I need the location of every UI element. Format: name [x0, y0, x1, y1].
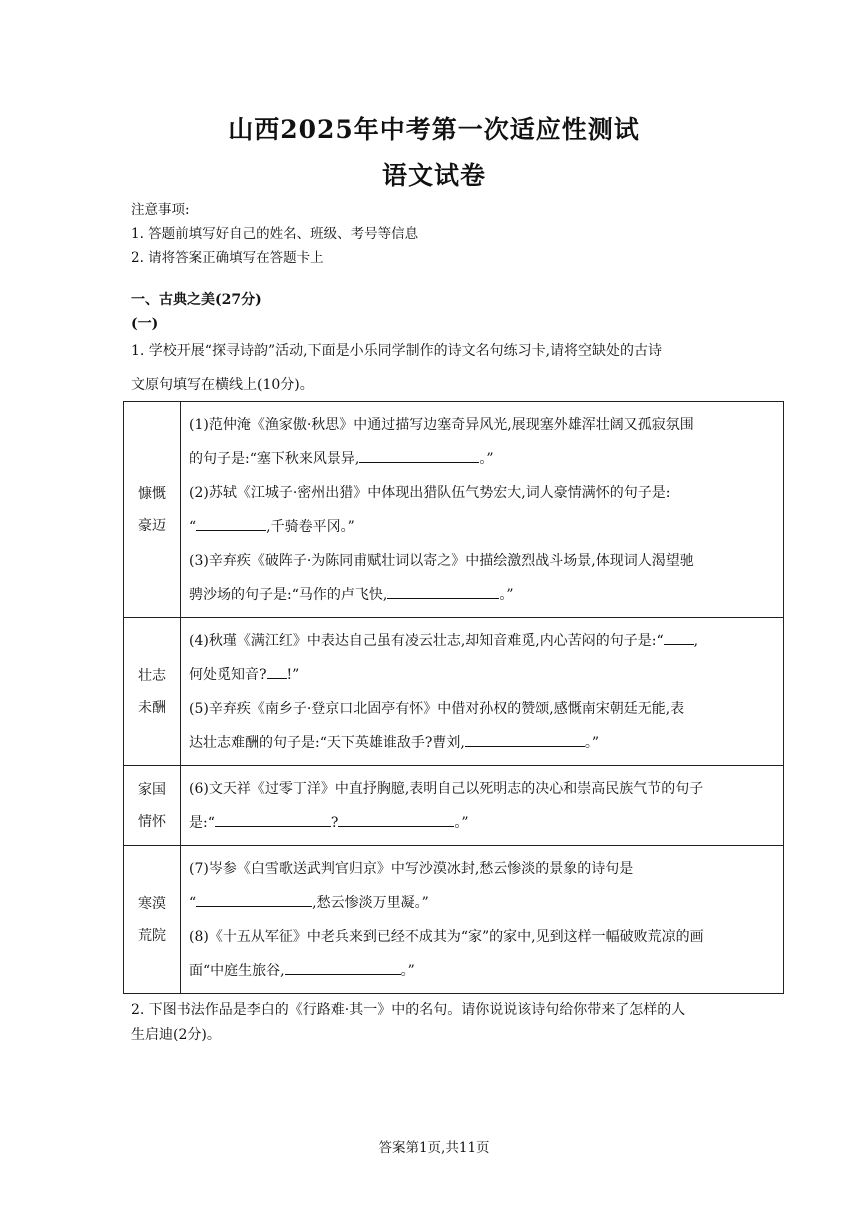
category-label: 未酬 — [138, 699, 166, 716]
question-1-line-1: 1. 学校开展“探寻诗韵”活动,下面是小乐同学制作的诗文名句练习卡,请将空缺处的古诗 — [131, 343, 663, 359]
item-1 — [189, 408, 777, 476]
item-text: 。” — [454, 814, 469, 831]
answer-blank[interactable] — [664, 630, 694, 645]
category-label: 寒漠 — [138, 895, 166, 912]
item-text: (1)范仲淹《渔家傲·秋思》中通过描写边塞奇异风光,展现塞外雄浑壮阔又孤寂氛围 — [189, 416, 694, 433]
item-text: 面“中庭生旅谷, — [189, 962, 285, 979]
item-text: (8)《十五从军征》中老兵来到已经不成其为“家”的家中,见到这样一幅破败荒凉的画 — [189, 928, 704, 945]
item-7 — [189, 852, 777, 920]
item-5 — [189, 692, 777, 760]
item-text: 。” — [499, 586, 514, 603]
item-8 — [189, 920, 777, 988]
item-text: 的句子是:“塞下秋来风景异, — [189, 450, 360, 467]
item-text: 是:“ — [189, 814, 215, 831]
category-label: 慷慨 — [138, 485, 166, 502]
item-text: ,千骑卷平冈。” — [266, 518, 355, 535]
item-text: 。” — [400, 962, 415, 979]
item-text: , — [693, 632, 699, 649]
item-text: !” — [286, 666, 300, 683]
category-label: 壮志 — [138, 667, 166, 684]
table-row — [124, 618, 784, 766]
answer-blank[interactable] — [267, 664, 287, 679]
answer-blank[interactable] — [285, 960, 401, 975]
category-cell — [124, 846, 181, 994]
page-footer: 答案第1页,共11页 — [378, 1140, 490, 1156]
poem-practice-table — [123, 401, 784, 994]
item-text: (6)文天祥《过零丁洋》中直抒胸臆,表明自己以死明志的决心和崇高民族气节的句子 — [189, 780, 704, 797]
answer-blank[interactable] — [465, 732, 585, 747]
page-title: 山西2025年中考第一次适应性测试 — [228, 115, 640, 144]
items-cell — [181, 618, 784, 766]
answer-blank[interactable] — [338, 812, 454, 827]
item-text: (4)秋瑾《满江红》中表达自己虽有凌云壮志,却知音难觅,内心苦闷的句子是:“ — [189, 632, 664, 649]
category-cell — [124, 402, 181, 618]
category-cell — [124, 618, 181, 766]
item-text: (5)辛弃疾《南乡子·登京口北固亭有怀》中借对孙权的赞颂,感慨南宋朝廷无能,表 — [189, 700, 685, 717]
item-6 — [189, 772, 777, 840]
page-subtitle: 语文试卷 — [381, 161, 486, 190]
category-label: 情怀 — [138, 813, 166, 830]
notes-item-1: 1. 答题前填写好自己的姓名、班级、考号等信息 — [131, 226, 419, 242]
item-text: “ — [189, 518, 197, 535]
answer-blank[interactable] — [215, 812, 331, 827]
items-cell — [181, 846, 784, 994]
category-label: 豪迈 — [138, 517, 166, 534]
notes-heading: 注意事项: — [131, 202, 190, 218]
question-2-line-1: 2. 下图书法作品是李白的《行路难·其一》中的名句。请你说说该诗句给你带来了怎样的人 — [131, 1002, 686, 1018]
category-cell — [124, 766, 181, 846]
question-2-line-2: 生启迪(2分)。 — [131, 1027, 221, 1043]
item-3 — [189, 544, 777, 612]
question-1-line-2: 文原句填写在横线上(10分)。 — [131, 377, 314, 393]
item-text: “ — [189, 894, 197, 911]
item-text: ,愁云惨淡万里凝。” — [312, 894, 429, 911]
item-text: ? — [330, 814, 339, 831]
notes-item-2: 2. 请将答案正确填写在答题卡上 — [131, 250, 324, 266]
answer-blank[interactable] — [387, 584, 499, 599]
table-row — [124, 846, 784, 994]
category-label: 荒院 — [138, 927, 166, 944]
table-row — [124, 402, 784, 618]
section-title: 一、古典之美(27分) — [131, 292, 262, 308]
item-text: (7)岑参《白雪歌送武判官归京》中写沙漠冰封,愁云惨淡的景象的诗句是 — [189, 860, 634, 877]
answer-blank[interactable] — [196, 892, 312, 907]
item-text: 。” — [584, 734, 600, 751]
item-text: 何处觅知音? — [189, 666, 267, 683]
item-text: (3)辛弃疾《破阵子·为陈同甫赋壮词以寄之》中描绘激烈战斗场景,体现词人渴望驰 — [189, 552, 694, 569]
item-text: 达壮志难酬的句子是:“天下英雄谁敌手?曹刘, — [189, 734, 465, 751]
item-text: 。” — [479, 450, 494, 467]
subsection-title: (一) — [131, 316, 159, 332]
item-text: 骋沙场的句子是:“马作的卢飞快, — [189, 586, 388, 603]
category-label: 家国 — [138, 781, 166, 798]
answer-blank[interactable] — [196, 516, 266, 531]
notes-section — [131, 198, 418, 270]
answer-blank[interactable] — [359, 448, 479, 463]
item-text: (2)苏轼《江城子·密州出猎》中体现出猎队伍气势宏大,词人豪情满怀的句子是: — [189, 484, 671, 501]
items-cell — [181, 402, 784, 618]
item-4 — [189, 624, 777, 692]
item-2 — [189, 476, 777, 544]
table-row — [124, 766, 784, 846]
items-cell — [181, 766, 784, 846]
